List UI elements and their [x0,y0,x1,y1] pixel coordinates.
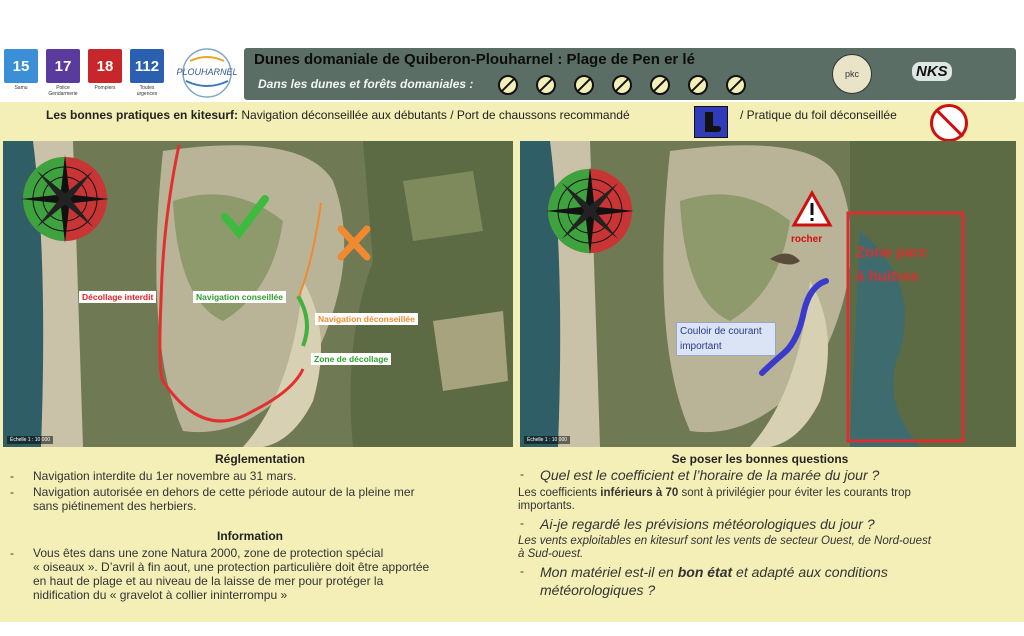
no-tent-icon [574,75,594,95]
current-corridor-box [676,322,776,356]
page-subtitle: Dans les dunes et forêts domaniales : [258,77,474,91]
label-current-2: important [680,341,722,352]
rules-title: Réglementation [214,452,305,466]
information-line-2: « oiseaux ». D’avril à fin aout, une protection particulière doit être apportée [33,560,430,574]
poster [0,44,1024,622]
emergency-pompiers-badge: 18 [88,49,122,83]
question-1: Quel est le coefficient et l’horaire de la marée du jour ? [540,467,880,483]
rules-item-2-line2: sans piétinement des herbiers. [33,499,197,513]
question-3-bold: bon état [677,564,733,580]
boot-icon [694,106,728,138]
map-left-scale: Échelle 1 : 10 000 [7,436,53,444]
question-3-post: et adapté aux conditions [732,564,888,580]
rules-dash-2: - [10,485,14,499]
answer-2-line1: Les vents exploitables en kitesurf sont les vents de secteur Ouest, de Nord-ouest [518,535,931,547]
answer-2-line2: à Sud-ouest. [518,548,584,560]
kitesurf-text [46,108,630,122]
information-dash: - [10,546,14,560]
question-3-pre: Mon matériel est-il en [540,564,678,580]
kitesurf-prefix: Les bonnes pratiques en kitesurf: [46,108,239,122]
map-right [520,141,1016,447]
answer-1-post: sont à privilégier pour éviter les courants trop [678,487,911,499]
map-left [3,141,513,447]
pkc-logo: pkc [832,54,872,94]
emergency-samu-label: Samu [14,85,28,91]
nks-logo: NKS [912,62,952,81]
foil-text: / Pratique du foil déconseillée [740,108,897,122]
questions-dash-2: - [520,516,524,530]
label-nav-advised: Navigation conseillée [193,291,286,303]
kitesurf-practices [0,104,1024,138]
no-dog-icon [650,75,670,95]
header [0,44,1024,102]
emergency-samu-badge: 15 [4,49,38,83]
no-vehicle-icon [612,75,632,95]
information-line-4: nidification du « gravelot à collier ininterrompu » [33,588,288,602]
map-right-image [520,141,1016,447]
emergency-pompiers-label: Pompiers [94,85,116,91]
emergency-police-label: Police Gendarmerie [48,85,78,97]
label-oyster-zone-2: à huitres [856,268,919,285]
question-2: Ai-je regardé les prévisions météorologiques du jour ? [540,516,875,532]
emergency-112-label: Toutes urgences [136,85,158,97]
label-nav-discouraged: Navigation déconseillée [315,313,418,325]
rules-item-2-line1: Navigation autorisée en dehors de cette période autour de la pleine mer [33,485,415,499]
answer-1-pre: Les coefficients [518,487,601,499]
label-takeoff-forbidden: Décollage interdit [79,291,156,303]
questions-dash-3: - [520,564,524,578]
questions-dash-1: - [520,467,524,481]
answer-1-line2: importants. [518,500,575,512]
rules-dash-1: - [10,469,14,483]
information-line-3: en haut de plage et au niveau de la laisse de mer pour protéger la [33,574,384,588]
question-3 [540,564,888,580]
emergency-112-badge: 112 [130,49,164,83]
map-right-scale: Échelle 1 : 10 000 [524,436,570,444]
title-band [244,48,1016,100]
page-title: Dunes domaniale de Quiberon-Plouharnel : Plage de Pen er lé [254,51,695,68]
label-current-1: Couloir de courant [680,326,762,337]
answer-1-bold: inférieurs à 70 [600,487,679,499]
answer-1-line1 [518,487,911,500]
label-rock: rocher [791,234,823,245]
emergency-police-badge: 17 [46,49,80,83]
information-line-1: Vous êtes dans une zone Natura 2000, zone de protection spécial [33,546,384,560]
questions-title: Se poser les bonnes questions [671,452,849,466]
no-horse-icon [688,75,708,95]
label-takeoff-zone: Zone de décollage [311,353,391,365]
rules-item-1: Navigation interdite du 1er novembre au 31 mars. [33,469,297,483]
no-camping-icon [536,75,556,95]
label-oyster-zone-1: Zone parc [856,244,928,261]
plouharnel-logo-text: PLOUHARNEL [176,67,238,77]
no-fire-icon [498,75,518,95]
no-litter-icon [726,75,746,95]
no-foil-icon [930,104,968,142]
information-title: Information [217,529,283,543]
question-3-line2: météorologiques ? [540,582,656,598]
kitesurf-advice: Navigation déconseillée aux débutants / Port de chaussons recommandé [238,108,630,122]
